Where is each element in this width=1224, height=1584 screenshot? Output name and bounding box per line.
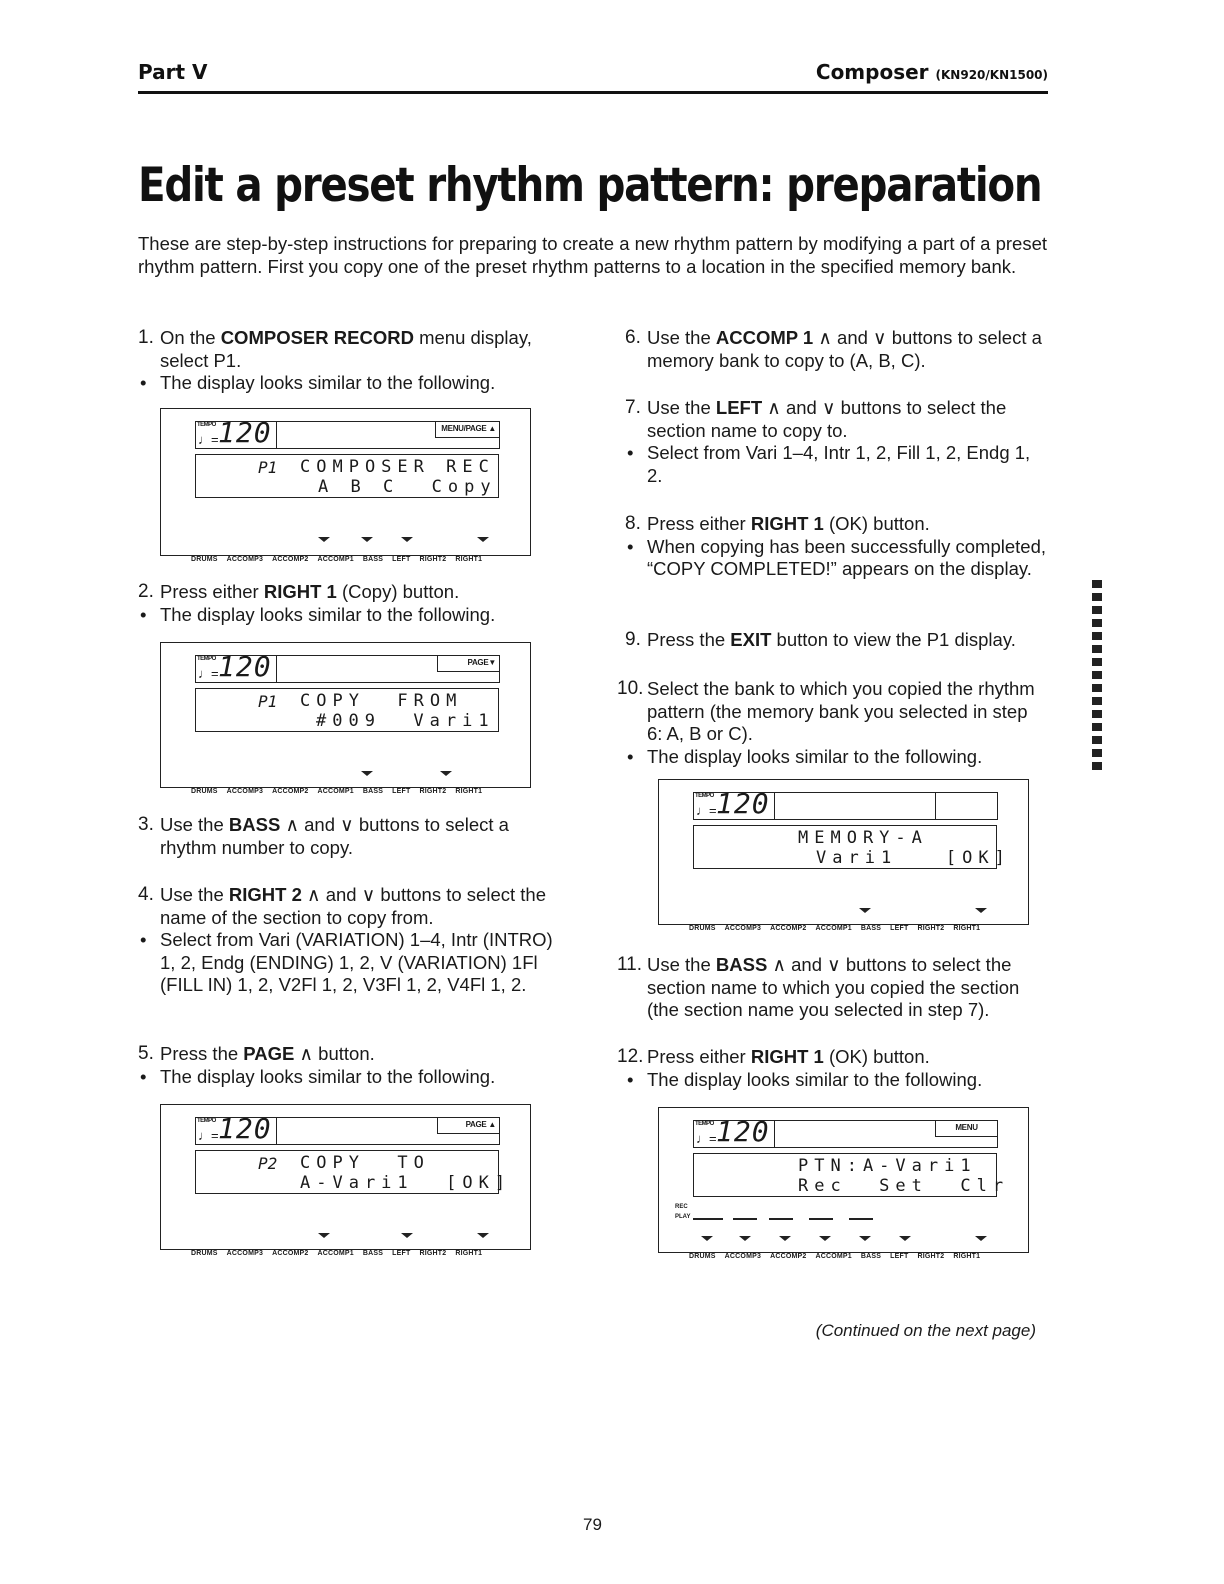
step-button-name: EXIT <box>730 629 772 650</box>
step-number: 5. <box>138 1043 154 1064</box>
arrow-down-icon <box>859 1236 871 1241</box>
step-text: ∧ button. <box>294 1043 375 1064</box>
step-3 <box>138 814 558 859</box>
step-text: ∧ and ∨ buttons to select a memory bank to copy to (A, B, C). <box>647 327 1042 371</box>
step-bullet: • Select from Vari 1–4, Intr 1, 2, Fill 1, 2, Endg 1, 2. <box>625 442 1047 487</box>
lcd-line-2: A-Vari1 [OK] <box>300 1173 512 1193</box>
lcd-display-5 <box>658 1107 1029 1260</box>
lcd-line-1: COMPOSER REC <box>300 457 495 477</box>
step-button-name: RIGHT 1 <box>263 581 337 602</box>
step-4 <box>138 884 558 997</box>
tempo-value: 120 <box>218 650 272 683</box>
lcd-display-2 <box>160 642 531 795</box>
step-text: Use the <box>160 814 229 835</box>
track-dash <box>693 1218 723 1220</box>
top-bar <box>773 792 998 820</box>
step-button-name: RIGHT 1 <box>750 513 824 534</box>
lcd-main-area <box>195 1150 512 1194</box>
step-5 <box>138 1043 558 1088</box>
lcd-line-2: #009 Vari1 <box>316 711 495 731</box>
step-text: Press the <box>647 629 731 650</box>
lcd-line-2: Rec Set Clr <box>798 1176 1010 1196</box>
button-label-row: DRUMS ACCOMP3 ACCOMP2 ACCOMP1 BASS LEFT RIGHT2 RIGHT1 <box>689 1253 981 1260</box>
track-dash <box>769 1218 793 1220</box>
menu-page-indicator: PAGE ▲ <box>437 1118 499 1134</box>
index-tab <box>1092 710 1102 718</box>
top-bar <box>773 1120 998 1148</box>
step-number: 4. <box>138 884 154 905</box>
index-tab <box>1092 671 1102 679</box>
step-9 <box>625 629 1047 652</box>
top-bar <box>275 421 500 449</box>
arrow-down-icon <box>779 1236 791 1241</box>
lcd-main-area <box>195 688 499 732</box>
step-number: 8. <box>625 513 641 534</box>
tempo-box <box>195 650 277 683</box>
step-7 <box>625 397 1047 487</box>
menu-page-indicator <box>935 793 997 819</box>
step-number: 7. <box>625 397 641 418</box>
page-indicator: P1 <box>258 458 278 477</box>
step-number: 9. <box>625 629 641 650</box>
step-1 <box>138 327 558 395</box>
step-button-name: RIGHT 2 <box>228 884 302 905</box>
note-icon: ♩= <box>696 1131 717 1146</box>
step-bullet: • The display looks similar to the following. <box>138 372 558 395</box>
step-text: (OK) button. <box>823 513 930 534</box>
step-text: On the <box>160 327 221 348</box>
step-bullet: • When copying has been successfully completed, “COPY COMPLETED!” appears on the display. <box>625 536 1047 581</box>
arrow-down-icon <box>975 1236 987 1241</box>
arrow-down-icon <box>899 1236 911 1241</box>
step-text: ∧ and ∨ buttons to select the section name to which you copied the section (the section name you selected in step 7). <box>647 954 1020 1020</box>
note-icon: ♩= <box>696 803 717 818</box>
index-tab <box>1092 645 1102 653</box>
index-tab <box>1092 762 1102 770</box>
index-tab <box>1092 606 1102 614</box>
tempo-value: 120 <box>716 1115 770 1148</box>
lcd-line-2: A B C Copy <box>318 477 497 497</box>
step-12 <box>617 1046 1047 1091</box>
menu-page-indicator: MENU/PAGE ▲ <box>435 422 499 438</box>
button-label-row: DRUMS ACCOMP3 ACCOMP2 ACCOMP1 BASS LEFT RIGHT2 RIGHT1 <box>689 925 981 932</box>
tempo-value: 120 <box>218 416 272 449</box>
step-text: Press either <box>647 1046 751 1067</box>
button-label-row: DRUMS ACCOMP3 ACCOMP2 ACCOMP1 BASS LEFT RIGHT2 RIGHT1 <box>191 556 483 563</box>
step-text: Use the <box>160 884 229 905</box>
lcd-line-1: COPY FROM <box>300 691 463 711</box>
menu-indicator: MENU <box>935 1121 997 1137</box>
step-number: 3. <box>138 814 154 835</box>
note-icon: ♩= <box>198 432 219 447</box>
arrow-down-icon <box>477 1233 489 1238</box>
index-tab <box>1092 593 1102 601</box>
step-text: ∧ and ∨ buttons to select a rhythm number to copy. <box>160 814 509 858</box>
arrow-down-icon <box>401 1233 413 1238</box>
arrow-down-icon <box>739 1236 751 1241</box>
tempo-label: TEMPO <box>197 1118 216 1124</box>
rec-label: REC <box>675 1204 688 1210</box>
lcd-display-3 <box>160 1104 531 1257</box>
top-bar <box>275 655 500 683</box>
page-title: Edit a preset rhythm pattern: preparation <box>138 158 1042 213</box>
lcd-line-1: PTN:A-Vari1 <box>798 1156 977 1176</box>
step-button-name: LEFT <box>715 397 763 418</box>
arrow-down-icon <box>361 537 373 542</box>
step-button-name: COMPOSER RECORD <box>220 327 414 348</box>
lcd-main-area <box>195 454 499 498</box>
tempo-label: TEMPO <box>695 793 714 799</box>
lcd-main-area <box>693 825 1011 869</box>
arrow-down-icon <box>361 771 373 776</box>
step-8 <box>625 513 1047 581</box>
step-text: button to view the P1 display. <box>771 629 1016 650</box>
step-bullet: • The display looks similar to the following. <box>138 604 558 627</box>
header-rule <box>138 91 1048 94</box>
index-tab <box>1092 697 1102 705</box>
step-button-name: RIGHT 1 <box>750 1046 824 1067</box>
step-number: 10. <box>617 678 644 699</box>
step-button-name: BASS <box>715 954 768 975</box>
step-text: Press either <box>160 581 264 602</box>
arrow-down-icon <box>859 908 871 913</box>
page-indicator: P2 <box>258 1154 278 1173</box>
step-bullet: • The display looks similar to the following. <box>138 1066 558 1089</box>
track-dash <box>849 1218 873 1220</box>
part-label: Part V <box>138 60 208 84</box>
step-10 <box>617 678 1047 768</box>
lcd-main-area <box>693 1153 1010 1197</box>
tempo-box <box>693 787 775 820</box>
step-text: Use the <box>647 327 716 348</box>
chapter-name: Composer <box>815 60 929 84</box>
index-tab <box>1092 749 1102 757</box>
track-dash <box>809 1218 833 1220</box>
tempo-box <box>693 1115 775 1148</box>
step-bullet: • Select from Vari (VARIATION) 1–4, Intr (INTRO) 1, 2, Endg (ENDING) 1, 2, V (VARIATION) 1Fl (FILL IN) 1, 2, V2Fl 1, 2, V3Fl 1, 2, V4Fl 1, 2. <box>138 929 558 997</box>
tempo-value: 120 <box>218 1112 272 1145</box>
step-text: Use the <box>647 954 716 975</box>
page-number: 79 <box>583 1515 602 1534</box>
step-bullet: • The display looks similar to the following. <box>625 1069 1047 1092</box>
track-dash <box>733 1218 757 1220</box>
play-label: PLAY <box>675 1214 691 1220</box>
step-bullet: • The display looks similar to the following. <box>625 746 1047 769</box>
step-number: 12. <box>617 1046 644 1067</box>
arrow-down-icon <box>440 771 452 776</box>
button-label-row: DRUMS ACCOMP3 ACCOMP2 ACCOMP1 BASS LEFT RIGHT2 RIGHT1 <box>191 788 483 795</box>
lcd-line-1: MEMORY-A <box>798 828 928 848</box>
step-button-name: ACCOMP 1 <box>715 327 814 348</box>
lcd-display-4 <box>658 779 1029 932</box>
step-button-name: BASS <box>228 814 281 835</box>
step-number: 1. <box>138 327 154 348</box>
tempo-value: 120 <box>716 787 770 820</box>
note-icon: ♩= <box>198 1128 219 1143</box>
index-tab <box>1092 632 1102 640</box>
arrow-down-icon <box>819 1236 831 1241</box>
index-tab <box>1092 580 1102 588</box>
tempo-label: TEMPO <box>197 422 216 428</box>
lcd-line-2: Vari1 [OK] <box>816 848 1011 868</box>
index-tab <box>1092 723 1102 731</box>
menu-page-indicator: PAGE▼ <box>437 656 499 672</box>
chapter-model: (KN920/KN1500) <box>935 68 1048 82</box>
step-6 <box>625 327 1047 372</box>
lcd-line-1: COPY TO <box>300 1153 430 1173</box>
step-text: Select the bank to which you copied the rhythm pattern (the memory bank you selected in step 6: A, B or C). <box>647 678 1035 744</box>
tempo-label: TEMPO <box>695 1121 714 1127</box>
step-number: 11. <box>617 954 643 975</box>
tempo-box <box>195 1112 277 1145</box>
note-icon: ♩= <box>198 666 219 681</box>
button-label-row: DRUMS ACCOMP3 ACCOMP2 ACCOMP1 BASS LEFT RIGHT2 RIGHT1 <box>191 1250 483 1257</box>
index-tab <box>1092 619 1102 627</box>
index-tab <box>1092 736 1102 744</box>
step-text: Use the <box>647 397 716 418</box>
step-button-name: PAGE <box>243 1043 295 1064</box>
lcd-display-1 <box>160 408 531 563</box>
arrow-down-icon <box>975 908 987 913</box>
step-text: menu display, select P1. <box>160 327 532 371</box>
step-text: Press either <box>647 513 751 534</box>
index-tab <box>1092 684 1102 692</box>
arrow-down-icon <box>701 1236 713 1241</box>
arrow-down-icon <box>318 1233 330 1238</box>
step-2 <box>138 581 558 626</box>
step-11 <box>617 954 1047 1022</box>
step-number: 6. <box>625 327 641 348</box>
index-tab <box>1092 658 1102 666</box>
arrow-down-icon <box>401 537 413 542</box>
step-number: 2. <box>138 581 154 602</box>
tempo-label: TEMPO <box>197 656 216 662</box>
tempo-box <box>195 416 277 449</box>
intro-paragraph: These are step-by-step instructions for preparing to create a new rhythm pattern by modifying a part of a preset rhythm pattern. First you copy one of the preset rhythm patterns to a location in the specified memory bank. <box>138 233 1048 277</box>
step-text: (Copy) button. <box>336 581 460 602</box>
step-text: (OK) button. <box>823 1046 930 1067</box>
chapter-title <box>816 60 1048 84</box>
continued-note: (Continued on the next page) <box>815 1321 1036 1340</box>
page-indicator: P1 <box>258 692 278 711</box>
arrow-down-icon <box>477 537 489 542</box>
step-text: Press the <box>160 1043 244 1064</box>
arrow-down-icon <box>318 537 330 542</box>
step-text: ∧ and ∨ buttons to select the name of the section to copy from. <box>160 884 546 928</box>
top-bar <box>275 1117 500 1145</box>
step-text: ∧ and ∨ buttons to select the section name to copy to. <box>647 397 1007 441</box>
